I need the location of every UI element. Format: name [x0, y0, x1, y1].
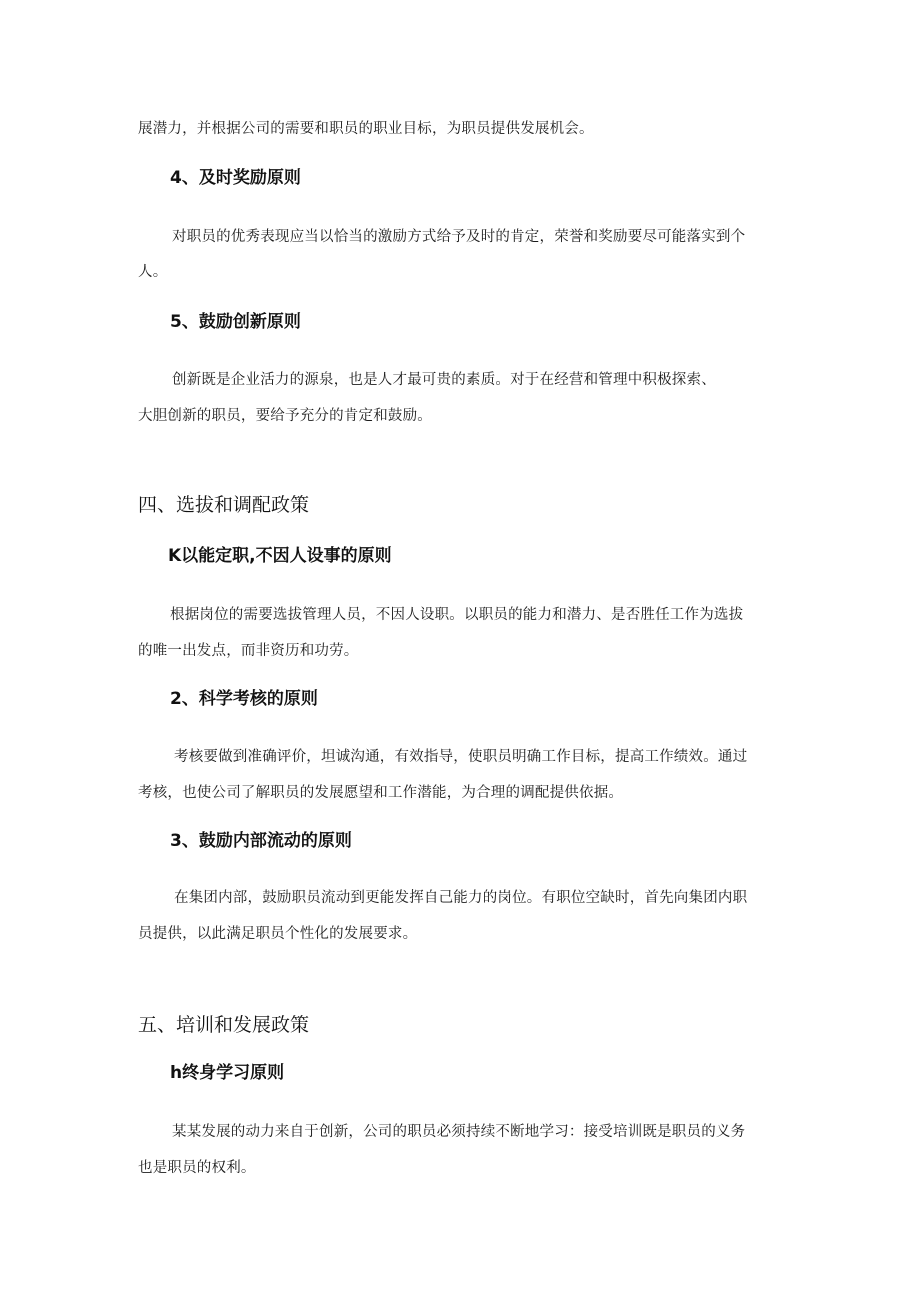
subheading-ability-based: K以能定职,不因人设事的原则	[168, 546, 392, 566]
paragraph-line: 考核，也使公司了解职员的发展愿望和工作潜能，为合理的调配提供依据。	[138, 785, 624, 801]
subheading-scientific-assessment: 2、科学考核的原则	[170, 689, 318, 709]
paragraph-line: 的唯一出发点，而非资历和功劳。	[138, 643, 359, 659]
subheading-lifelong-learning: h终身学习原则	[170, 1063, 285, 1083]
paragraph-line: 某某发展的动力来自于创新，公司的职员必须持续不断地学习：接受培训既是职员的义务	[172, 1124, 746, 1140]
paragraph-line: 创新既是企业活力的源泉，也是人才最可贵的素质。对于在经营和管理中积极探索、	[172, 372, 716, 388]
section-heading-selection: 四、选拔和调配政策	[138, 494, 310, 516]
paragraph-line: 考核要做到准确评价，坦诚沟通，有效指导，使职员明确工作目标，提高工作绩效。通过	[174, 749, 748, 765]
paragraph-line: 人。	[138, 264, 168, 280]
paragraph-line: 员提供，以此满足职员个性化的发展要求。	[138, 926, 418, 942]
section-heading-training: 五、培训和发展政策	[138, 1014, 310, 1036]
paragraph-line: 在集团内部，鼓励职员流动到更能发挥自己能力的岗位。有职位空缺时，首先向集团内职	[174, 890, 748, 906]
paragraph-line: 对职员的优秀表现应当以恰当的激励方式给予及时的肯定，荣誉和奖励要尽可能落实到个	[172, 229, 746, 245]
paragraph-line: 也是职员的权利。	[138, 1160, 256, 1176]
subheading-encourage-innovation: 5、鼓励创新原则	[170, 312, 301, 332]
paragraph-line: 展潜力，并根据公司的需要和职员的职业目标，为职员提供发展机会。	[138, 121, 594, 137]
paragraph-line: 根据岗位的需要选拔管理人员，不因人设职。以职员的能力和潜力、是否胜任工作为选拔	[170, 607, 744, 623]
subheading-timely-reward: 4、及时奖励原则	[170, 168, 301, 188]
paragraph-line: 大胆创新的职员，要给予充分的肯定和鼓励。	[138, 408, 432, 424]
subheading-internal-mobility: 3、鼓励内部流动的原则	[170, 831, 352, 851]
